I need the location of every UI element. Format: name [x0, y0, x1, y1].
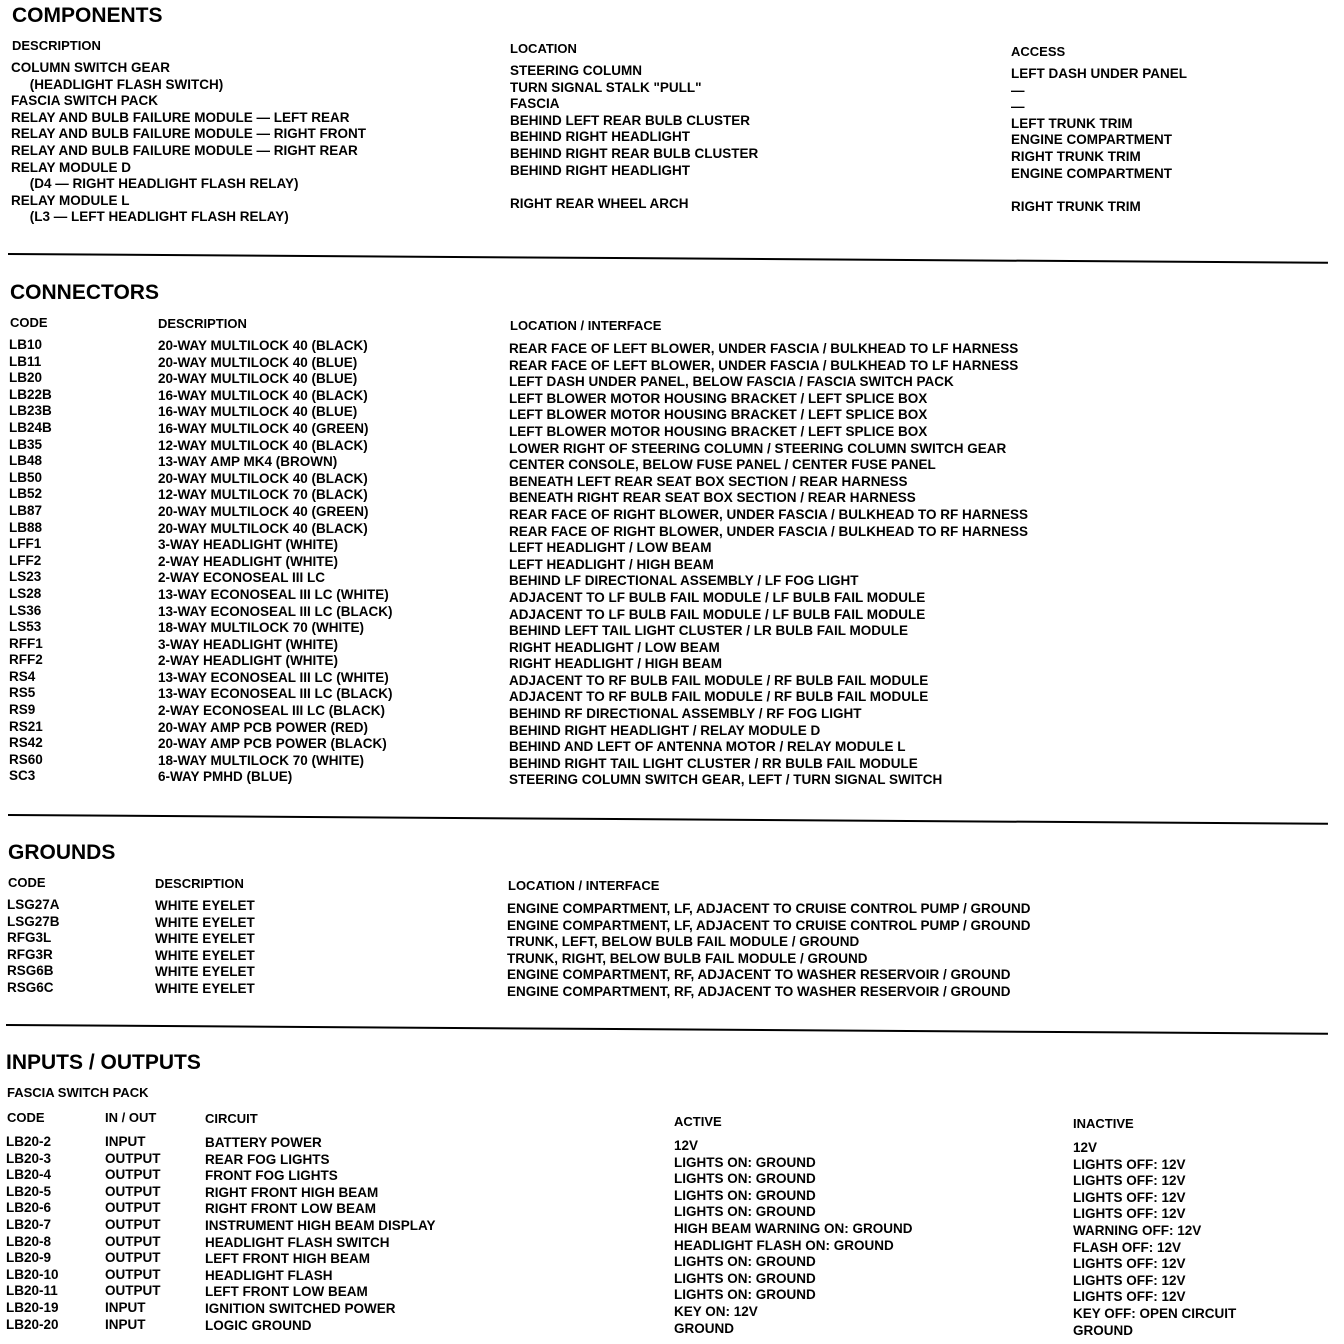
io-inactive-column — [1073, 1140, 1236, 1339]
io-inactive: LIGHTS OFF: 12V — [1073, 1156, 1186, 1172]
connector-location: REAR FACE OF LEFT BLOWER, UNDER FASCIA / BULKHEAD TO LF HARNESS — [509, 357, 1019, 373]
io-code: LB20-20 — [6, 1316, 59, 1332]
io-inout: INPUT — [105, 1299, 146, 1315]
connector-location: LEFT BLOWER MOTOR HOUSING BRACKET / LEFT SPLICE BOX — [509, 423, 928, 439]
component-access: ENGINE COMPARTMENT — [1011, 165, 1172, 181]
io-inactive: LIGHTS OFF: 12V — [1073, 1173, 1186, 1189]
component-description: RELAY AND BULB FAILURE MODULE — RIGHT FRONT — [11, 126, 367, 142]
io-active: LIGHTS ON: GROUND — [674, 1287, 816, 1303]
connector-location: RIGHT HEADLIGHT / LOW BEAM — [509, 639, 720, 655]
connector-description: 12-WAY MULTILOCK 70 (BLACK) — [158, 487, 368, 503]
connector-description: 13-WAY ECONOSEAL III LC (WHITE) — [158, 669, 389, 685]
connectors-description-header: DESCRIPTION — [158, 316, 247, 331]
io-inout-column — [105, 1134, 161, 1333]
connector-code: RS9 — [9, 702, 36, 718]
io-code: LB20-7 — [6, 1216, 52, 1232]
component-location: BEHIND RIGHT HEADLIGHT — [510, 162, 690, 178]
connector-location: BEHIND RF DIRECTIONAL ASSEMBLY / RF FOG LIGHT — [509, 706, 862, 722]
io-inactive: 12V — [1073, 1140, 1098, 1155]
io-inout: OUTPUT — [105, 1150, 161, 1166]
connector-code: SC3 — [9, 768, 36, 784]
connector-location: ADJACENT TO LF BULB FAIL MODULE / LF BULB FAIL MODULE — [509, 589, 926, 605]
io-active-column — [674, 1138, 913, 1337]
connector-code: LB24B — [9, 419, 52, 435]
io-circuit: INSTRUMENT HIGH BEAM DISPLAY — [205, 1217, 436, 1233]
connector-code: LS28 — [9, 585, 42, 601]
grounds-title: GROUNDS — [8, 841, 116, 864]
ground-location: ENGINE COMPARTMENT, RF, ADJACENT TO WASHER RESERVOIR / GROUND — [507, 967, 1011, 983]
connector-code: RS60 — [9, 751, 43, 767]
connector-code: RS5 — [9, 685, 36, 701]
io-active: HEADLIGHT FLASH ON: GROUND — [674, 1237, 894, 1253]
connector-location: REAR FACE OF LEFT BLOWER, UNDER FASCIA / BULKHEAD TO LF HARNESS — [509, 341, 1019, 356]
connectors-location-column — [509, 341, 1028, 789]
io-active: LIGHTS ON: GROUND — [674, 1154, 816, 1170]
components-location-column — [510, 63, 758, 212]
io-circuit: RIGHT FRONT LOW BEAM — [205, 1201, 376, 1217]
io-active: LIGHTS ON: GROUND — [674, 1204, 816, 1220]
ground-location: ENGINE COMPARTMENT, LF, ADJACENT TO CRUISE CONTROL PUMP / GROUND — [507, 901, 1031, 916]
component-description: COLUMN SWITCH GEAR — [11, 60, 170, 75]
io-inactive: LIGHTS OFF: 12V — [1073, 1206, 1186, 1222]
io-circuit: REAR FOG LIGHTS — [205, 1151, 330, 1167]
connector-description: 20-WAY MULTILOCK 40 (BLACK) — [158, 338, 368, 353]
component-location: TURN SIGNAL STALK "PULL" — [510, 79, 702, 95]
io-circuit-column — [205, 1135, 436, 1334]
component-access: RIGHT TRUNK TRIM — [1011, 148, 1141, 164]
io-circuit-header: CIRCUIT — [205, 1111, 258, 1126]
connector-location: ADJACENT TO RF BULB FAIL MODULE / RF BULB FAIL MODULE — [509, 689, 929, 705]
connector-location: ADJACENT TO RF BULB FAIL MODULE / RF BULB FAIL MODULE — [509, 672, 929, 688]
components-access-column — [1011, 66, 1187, 215]
connector-location: CENTER CONSOLE, BELOW FUSE PANEL / CENTER FUSE PANEL — [509, 457, 936, 473]
io-code: LB20-6 — [6, 1200, 52, 1216]
ground-code: RFG3R — [7, 946, 53, 962]
component-location: BEHIND LEFT REAR BULB CLUSTER — [510, 112, 750, 128]
grounds-code-column — [7, 897, 60, 997]
connector-code: RS42 — [9, 735, 43, 751]
component-location: BEHIND RIGHT REAR BULB CLUSTER — [510, 145, 759, 161]
io-inout: OUTPUT — [105, 1183, 161, 1199]
connector-code: LB11 — [9, 353, 42, 369]
component-description: RELAY MODULE D — [11, 159, 132, 175]
io-circuit: FRONT FOG LIGHTS — [205, 1168, 338, 1184]
connector-description: 20-WAY MULTILOCK 40 (GREEN) — [158, 503, 369, 519]
ground-location: TRUNK, RIGHT, BELOW BULB FAIL MODULE / GROUND — [507, 950, 868, 966]
connector-location: LEFT DASH UNDER PANEL, BELOW FASCIA / FASCIA SWITCH PACK — [509, 374, 954, 390]
io-active: LIGHTS ON: GROUND — [674, 1270, 816, 1286]
components-description-column — [11, 60, 366, 226]
connector-code: LB52 — [9, 486, 43, 502]
component-description: RELAY MODULE L — [11, 192, 130, 208]
connectors-location-header: LOCATION / INTERFACE — [510, 318, 662, 333]
component-access: ENGINE COMPARTMENT — [1011, 132, 1172, 148]
connector-description: 18-WAY MULTILOCK 70 (WHITE) — [158, 752, 365, 768]
io-inactive: KEY OFF: OPEN CIRCUIT — [1073, 1305, 1237, 1321]
component-location: RIGHT REAR WHEEL ARCH — [510, 195, 689, 211]
connector-code: LB88 — [9, 519, 43, 535]
connectors-title: CONNECTORS — [10, 281, 159, 304]
component-location — [510, 179, 758, 196]
connector-description: 6-WAY PMHD (BLUE) — [158, 769, 293, 785]
component-access: RIGHT TRUNK TRIM — [1011, 198, 1141, 214]
ground-description: WHITE EYELET — [155, 914, 255, 930]
connector-code: LB10 — [9, 337, 43, 352]
connector-code: LB35 — [9, 436, 43, 452]
connector-code: RS21 — [9, 718, 43, 734]
io-inactive-header: INACTIVE — [1073, 1116, 1134, 1131]
connectors-code-column — [9, 337, 52, 785]
connector-location: BENEATH RIGHT REAR SEAT BOX SECTION / REAR HARNESS — [509, 490, 916, 506]
component-access — [1011, 182, 1187, 199]
io-code: LB20-5 — [6, 1183, 52, 1199]
connector-description: 2-WAY HEADLIGHT (WHITE) — [158, 553, 339, 569]
io-title: INPUTS / OUTPUTS — [6, 1051, 201, 1074]
connector-description: 16-WAY MULTILOCK 40 (GREEN) — [158, 420, 369, 436]
io-circuit: BATTERY POWER — [205, 1135, 322, 1150]
connector-location: LEFT HEADLIGHT / LOW BEAM — [509, 540, 712, 556]
connector-code: LB87 — [9, 502, 43, 518]
connectors-code-header: CODE — [10, 315, 48, 330]
io-active-header: ACTIVE — [674, 1114, 722, 1129]
connector-description: 3-WAY HEADLIGHT (WHITE) — [158, 537, 339, 553]
connector-code: LB48 — [9, 453, 43, 469]
ground-code: RSG6B — [7, 963, 54, 979]
connector-description: 2-WAY ECONOSEAL III LC (BLACK) — [158, 703, 386, 719]
connector-code: LFF2 — [9, 552, 42, 568]
io-inout: OUTPUT — [105, 1233, 161, 1249]
connector-code: RFF1 — [9, 635, 43, 651]
connector-description: 20-WAY MULTILOCK 40 (BLUE) — [158, 354, 358, 370]
io-active: LIGHTS ON: GROUND — [674, 1254, 816, 1270]
connector-code: LB20 — [9, 370, 43, 386]
io-code: LB20-2 — [6, 1134, 52, 1149]
connector-location: RIGHT HEADLIGHT / HIGH BEAM — [509, 656, 722, 672]
ground-code: LSG27B — [7, 913, 60, 929]
ground-description: WHITE EYELET — [155, 898, 255, 913]
connector-description: 20-WAY MULTILOCK 40 (BLACK) — [158, 470, 368, 486]
section-divider — [8, 253, 1328, 264]
io-code: LB20-10 — [6, 1266, 59, 1282]
connector-location: BEHIND LF DIRECTIONAL ASSEMBLY / LF FOG LIGHT — [509, 573, 859, 589]
io-inactive: GROUND — [1073, 1322, 1133, 1338]
connector-description: 20-WAY AMP PCB POWER (RED) — [158, 719, 369, 735]
connectors-description-column — [158, 338, 393, 786]
ground-location: TRUNK, LEFT, BELOW BULB FAIL MODULE / GROUND — [507, 934, 860, 950]
component-description: (D4 — RIGHT HEADLIGHT FLASH RELAY) — [11, 176, 299, 192]
ground-location: ENGINE COMPARTMENT, RF, ADJACENT TO WASHER RESERVOIR / GROUND — [507, 983, 1011, 999]
connector-location: REAR FACE OF RIGHT BLOWER, UNDER FASCIA / BULKHEAD TO RF HARNESS — [509, 506, 1029, 522]
connector-code: RS4 — [9, 668, 36, 684]
ground-code: RFG3L — [7, 930, 52, 946]
grounds-location-column — [507, 901, 1031, 1001]
connector-description: 20-WAY MULTILOCK 40 (BLUE) — [158, 371, 358, 387]
component-description: RELAY AND BULB FAILURE MODULE — LEFT REAR — [11, 109, 350, 125]
connector-description: 3-WAY HEADLIGHT (WHITE) — [158, 636, 339, 652]
component-description: RELAY AND BULB FAILURE MODULE — RIGHT REAR — [11, 142, 358, 158]
io-active: HIGH BEAM WARNING ON: GROUND — [674, 1220, 913, 1236]
ground-description: WHITE EYELET — [155, 931, 255, 947]
connector-location: BEHIND LEFT TAIL LIGHT CLUSTER / LR BULB FAIL MODULE — [509, 623, 908, 639]
io-code-header: CODE — [7, 1110, 45, 1125]
connector-description: 13-WAY ECONOSEAL III LC (BLACK) — [158, 603, 393, 619]
io-code: LB20-19 — [6, 1299, 59, 1315]
connector-code: LB23B — [9, 403, 52, 419]
io-active: LIGHTS ON: GROUND — [674, 1187, 816, 1203]
io-inactive: LIGHTS OFF: 12V — [1073, 1272, 1186, 1288]
io-active: 12V — [674, 1138, 699, 1153]
component-location: FASCIA — [510, 96, 560, 112]
io-inout: OUTPUT — [105, 1200, 161, 1216]
connector-code: LB22B — [9, 386, 52, 402]
io-inactive: FLASH OFF: 12V — [1073, 1239, 1182, 1255]
io-inout-header: IN / OUT — [105, 1110, 157, 1125]
io-inactive: LIGHTS OFF: 12V — [1073, 1256, 1186, 1272]
grounds-code-header: CODE — [8, 875, 46, 890]
connector-location: BENEATH LEFT REAR SEAT BOX SECTION / REAR HARNESS — [509, 473, 908, 489]
connector-description: 13-WAY AMP MK4 (BROWN) — [158, 454, 338, 470]
section-divider — [8, 814, 1328, 825]
connector-location: LEFT BLOWER MOTOR HOUSING BRACKET / LEFT SPLICE BOX — [509, 407, 928, 423]
connector-description: 2-WAY ECONOSEAL III LC — [158, 570, 326, 586]
connector-code: LFF1 — [9, 536, 42, 552]
connector-description: 13-WAY ECONOSEAL III LC (BLACK) — [158, 686, 393, 702]
io-code: LB20-4 — [6, 1167, 52, 1183]
component-access: — — [1011, 82, 1025, 98]
connector-code: LB50 — [9, 469, 43, 485]
grounds-location-header: LOCATION / INTERFACE — [508, 878, 660, 893]
connector-code: RFF2 — [9, 652, 43, 668]
io-code: LB20-8 — [6, 1233, 52, 1249]
io-subtitle: FASCIA SWITCH PACK — [7, 1085, 149, 1100]
io-circuit: LEFT FRONT LOW BEAM — [205, 1284, 368, 1300]
connector-description: 16-WAY MULTILOCK 40 (BLACK) — [158, 387, 368, 403]
connector-location: ADJACENT TO LF BULB FAIL MODULE / LF BULB FAIL MODULE — [509, 606, 926, 622]
io-circuit: RIGHT FRONT HIGH BEAM — [205, 1184, 379, 1200]
io-code: LB20-11 — [6, 1283, 58, 1299]
component-access: LEFT DASH UNDER PANEL — [1011, 66, 1188, 81]
connector-location: REAR FACE OF RIGHT BLOWER, UNDER FASCIA / BULKHEAD TO RF HARNESS — [509, 523, 1029, 539]
connector-location: LEFT HEADLIGHT / HIGH BEAM — [509, 556, 714, 572]
io-active: KEY ON: 12V — [674, 1303, 758, 1319]
connector-description: 20-WAY MULTILOCK 40 (BLACK) — [158, 520, 368, 536]
io-inout: INPUT — [105, 1134, 146, 1149]
connector-description: 2-WAY HEADLIGHT (WHITE) — [158, 653, 339, 669]
ground-location: ENGINE COMPARTMENT, LF, ADJACENT TO CRUISE CONTROL PUMP / GROUND — [507, 917, 1031, 933]
component-description: (HEADLIGHT FLASH SWITCH) — [11, 76, 224, 92]
connector-location: BEHIND RIGHT HEADLIGHT / RELAY MODULE D — [509, 722, 821, 738]
connector-location: BEHIND RIGHT TAIL LIGHT CLUSTER / RR BULB FAIL MODULE — [509, 755, 918, 771]
io-circuit: HEADLIGHT FLASH — [205, 1267, 333, 1283]
connector-location: LOWER RIGHT OF STEERING COLUMN / STEERING COLUMN SWITCH GEAR — [509, 440, 1007, 456]
io-code: LB20-3 — [6, 1150, 52, 1166]
io-inactive: WARNING OFF: 12V — [1073, 1222, 1202, 1238]
ground-description: WHITE EYELET — [155, 980, 255, 996]
io-circuit: IGNITION SWITCHED POWER — [205, 1300, 396, 1316]
ground-code: LSG27A — [7, 897, 60, 912]
io-circuit: HEADLIGHT FLASH SWITCH — [205, 1234, 390, 1250]
connector-location: LEFT BLOWER MOTOR HOUSING BRACKET / LEFT SPLICE BOX — [509, 390, 928, 406]
components-location-header: LOCATION — [510, 41, 577, 56]
connector-code: LS53 — [9, 619, 42, 635]
io-inout: OUTPUT — [105, 1216, 161, 1232]
connector-code: LS23 — [9, 569, 42, 585]
io-code-column — [6, 1134, 59, 1333]
io-inactive: LIGHTS OFF: 12V — [1073, 1189, 1186, 1205]
io-inactive: LIGHTS OFF: 12V — [1073, 1289, 1186, 1305]
grounds-description-header: DESCRIPTION — [155, 876, 244, 891]
io-active: GROUND — [674, 1320, 734, 1336]
component-location: BEHIND RIGHT HEADLIGHT — [510, 129, 690, 145]
io-inout: OUTPUT — [105, 1266, 161, 1282]
grounds-description-column — [155, 898, 255, 998]
connector-location: STEERING COLUMN SWITCH GEAR, LEFT / TURN SIGNAL SWITCH — [509, 772, 943, 788]
connector-code: LS36 — [9, 602, 42, 618]
io-code: LB20-9 — [6, 1250, 52, 1266]
component-location: STEERING COLUMN — [510, 63, 643, 78]
components-description-header: DESCRIPTION — [12, 38, 101, 53]
io-inout: OUTPUT — [105, 1283, 161, 1299]
section-divider — [6, 1024, 1328, 1035]
component-access: LEFT TRUNK TRIM — [1011, 115, 1133, 131]
io-circuit: LOGIC GROUND — [205, 1317, 312, 1333]
ground-description: WHITE EYELET — [155, 964, 255, 980]
connector-description: 16-WAY MULTILOCK 40 (BLUE) — [158, 404, 358, 420]
ground-code: RSG6C — [7, 979, 54, 995]
io-inout: OUTPUT — [105, 1167, 161, 1183]
connector-description: 20-WAY AMP PCB POWER (BLACK) — [158, 736, 387, 752]
connector-description: 12-WAY MULTILOCK 40 (BLACK) — [158, 437, 368, 453]
io-active: LIGHTS ON: GROUND — [674, 1171, 816, 1187]
io-circuit: LEFT FRONT HIGH BEAM — [205, 1251, 370, 1267]
components-access-header: ACCESS — [1011, 44, 1066, 59]
connector-description: 18-WAY MULTILOCK 70 (WHITE) — [158, 620, 365, 636]
component-description: (L3 — LEFT HEADLIGHT FLASH RELAY) — [11, 209, 289, 225]
io-inout: INPUT — [105, 1316, 146, 1332]
component-access: — — [1011, 99, 1025, 115]
ground-description: WHITE EYELET — [155, 947, 255, 963]
connector-description: 13-WAY ECONOSEAL III LC (WHITE) — [158, 586, 389, 602]
io-inout: OUTPUT — [105, 1250, 161, 1266]
components-title: COMPONENTS — [12, 4, 163, 27]
connector-location: BEHIND AND LEFT OF ANTENNA MOTOR / RELAY MODULE L — [509, 739, 906, 755]
component-description: FASCIA SWITCH PACK — [11, 93, 158, 109]
